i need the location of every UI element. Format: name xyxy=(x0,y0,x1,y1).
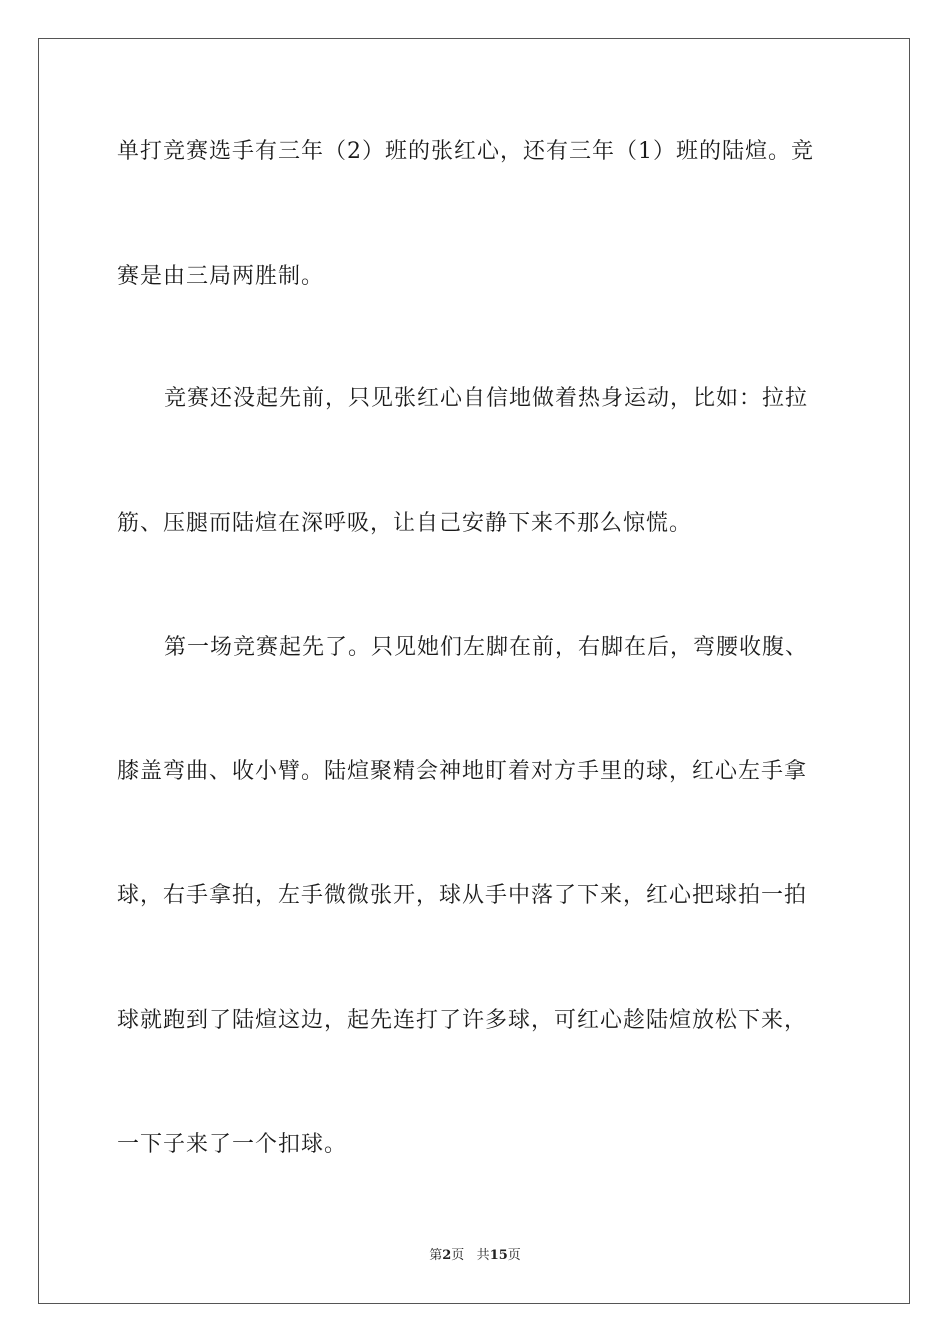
page-border xyxy=(38,38,910,1304)
text-line-7: 球，右手拿拍，左手微微张开，球从手中落了下来，红心把球拍一拍 xyxy=(117,883,808,908)
text-line-2: 赛是由三局两胜制。 xyxy=(117,264,325,289)
page-number: 2 xyxy=(442,1248,452,1263)
text-line-4: 筋、压腿而陆煊在深呼吸，让自己安静下来不那么惊慌。 xyxy=(117,511,693,536)
page-footer xyxy=(0,1247,950,1265)
total-suffix: 页 xyxy=(507,1248,521,1263)
page-suffix: 页 xyxy=(451,1248,465,1263)
text-line-3: 竞赛还没起先前，只见张红心自信地做着热身运动，比如：拉拉 xyxy=(164,386,809,411)
text-line-9: 一下子来了一个扣球。 xyxy=(117,1132,348,1157)
text-line-8: 球就跑到了陆煊这边，起先连打了许多球，可红心趁陆煊放松下来， xyxy=(117,1008,808,1033)
text-line-1: 单打竞赛选手有三年（2）班的张红心，还有三年（1）班的陆煊。竞 xyxy=(117,139,814,164)
text-line-5: 第一场竞赛起先了。只见她们左脚在前，右脚在后，弯腰收腹、 xyxy=(164,635,809,660)
page-prefix: 第 xyxy=(429,1248,443,1263)
total-pages: 15 xyxy=(489,1248,508,1263)
total-prefix: 共 xyxy=(476,1248,490,1263)
text-line-6: 膝盖弯曲、收小臂。陆煊聚精会神地盯着对方手里的球，红心左手拿 xyxy=(117,759,808,784)
